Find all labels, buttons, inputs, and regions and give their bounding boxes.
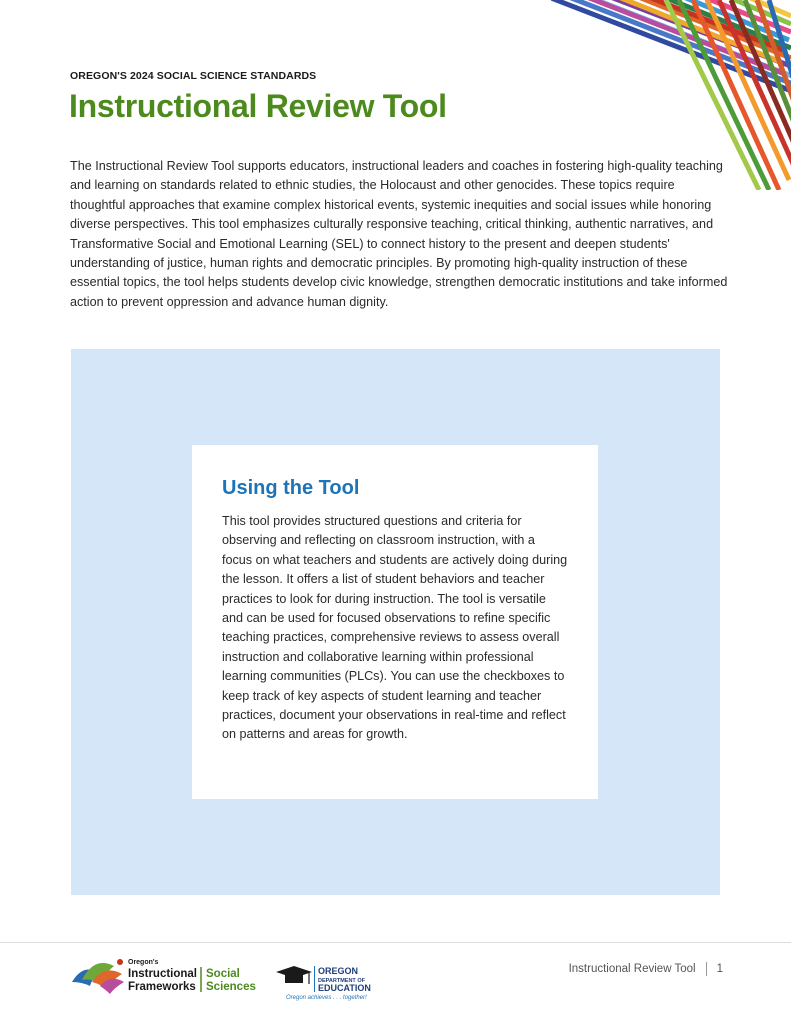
footer-separator (706, 962, 707, 976)
footer-divider (0, 942, 791, 943)
logo-sciences: Sciences (206, 981, 256, 993)
standards-eyebrow: OREGON'S 2024 SOCIAL SCIENCE STANDARDS (70, 70, 317, 82)
logo-social: Social (206, 968, 240, 980)
intro-paragraph: The Instructional Review Tool supports educators, instructional leaders and coaches in fostering high-quality teaching and learning on standards related to ethnic studies, the Holocaust and other genocides. These topics require thoughtful approaches that examine complex historical events, systemic inequities and social issues while honoring diverse perspectives. This tool emphasizes culturally responsive teaching, critical thinking, authentic narratives, and Transformative Social and Emotional Learning (SEL) to connect history to the present and deepen students' understanding of justice, human rights and democratic principles. By promoting high-quality instruction of these essential topics, the tool helps students develop civic knowledge, strengthen democratic institutions and take informed action to prevent oppression and advance human dignity. (70, 159, 728, 309)
ode-tagline: Oregon achieves . . . together! (286, 995, 367, 1001)
ode-oregon: OREGON (318, 966, 359, 976)
ode-education: EDUCATION (318, 983, 371, 993)
ode-department: DEPARTMENT OF (318, 978, 365, 984)
instructional-frameworks-logo (70, 952, 260, 996)
logo-frameworks: Frameworks (128, 981, 196, 993)
oregon-department-of-education-logo (276, 962, 372, 1002)
footer-doc-title: Instructional Review Tool (568, 963, 696, 975)
bird-icon (72, 959, 124, 994)
footer-page-info (569, 962, 723, 976)
graduation-cap-icon (276, 966, 312, 984)
using-tool-card (192, 445, 598, 799)
logo-instructional: Instructional (128, 968, 198, 980)
card-body: This tool provides structured questions and criteria for observing and reflecting on classroom instruction, with a focus on what teachers and students are actively doing during the lesson. It offers a list of student behaviors and teacher practices to look for during instruction. The tool is versatile and can be used for focused observations to refine specific teaching practices, comprehensive reviews to assess overall instruction and collaborative learning within professional learning communities (PLCs). You can use the checkboxes to keep track of key aspects of student learning and teacher practices, document your observations in real-time and reflect on patterns and areas for growth. (222, 514, 568, 742)
page-number: 1 (716, 963, 723, 975)
page-title: Instructional Review Tool (69, 88, 447, 124)
logo-oregons: Oregon's (128, 959, 159, 966)
card-title: Using the Tool (222, 477, 360, 499)
